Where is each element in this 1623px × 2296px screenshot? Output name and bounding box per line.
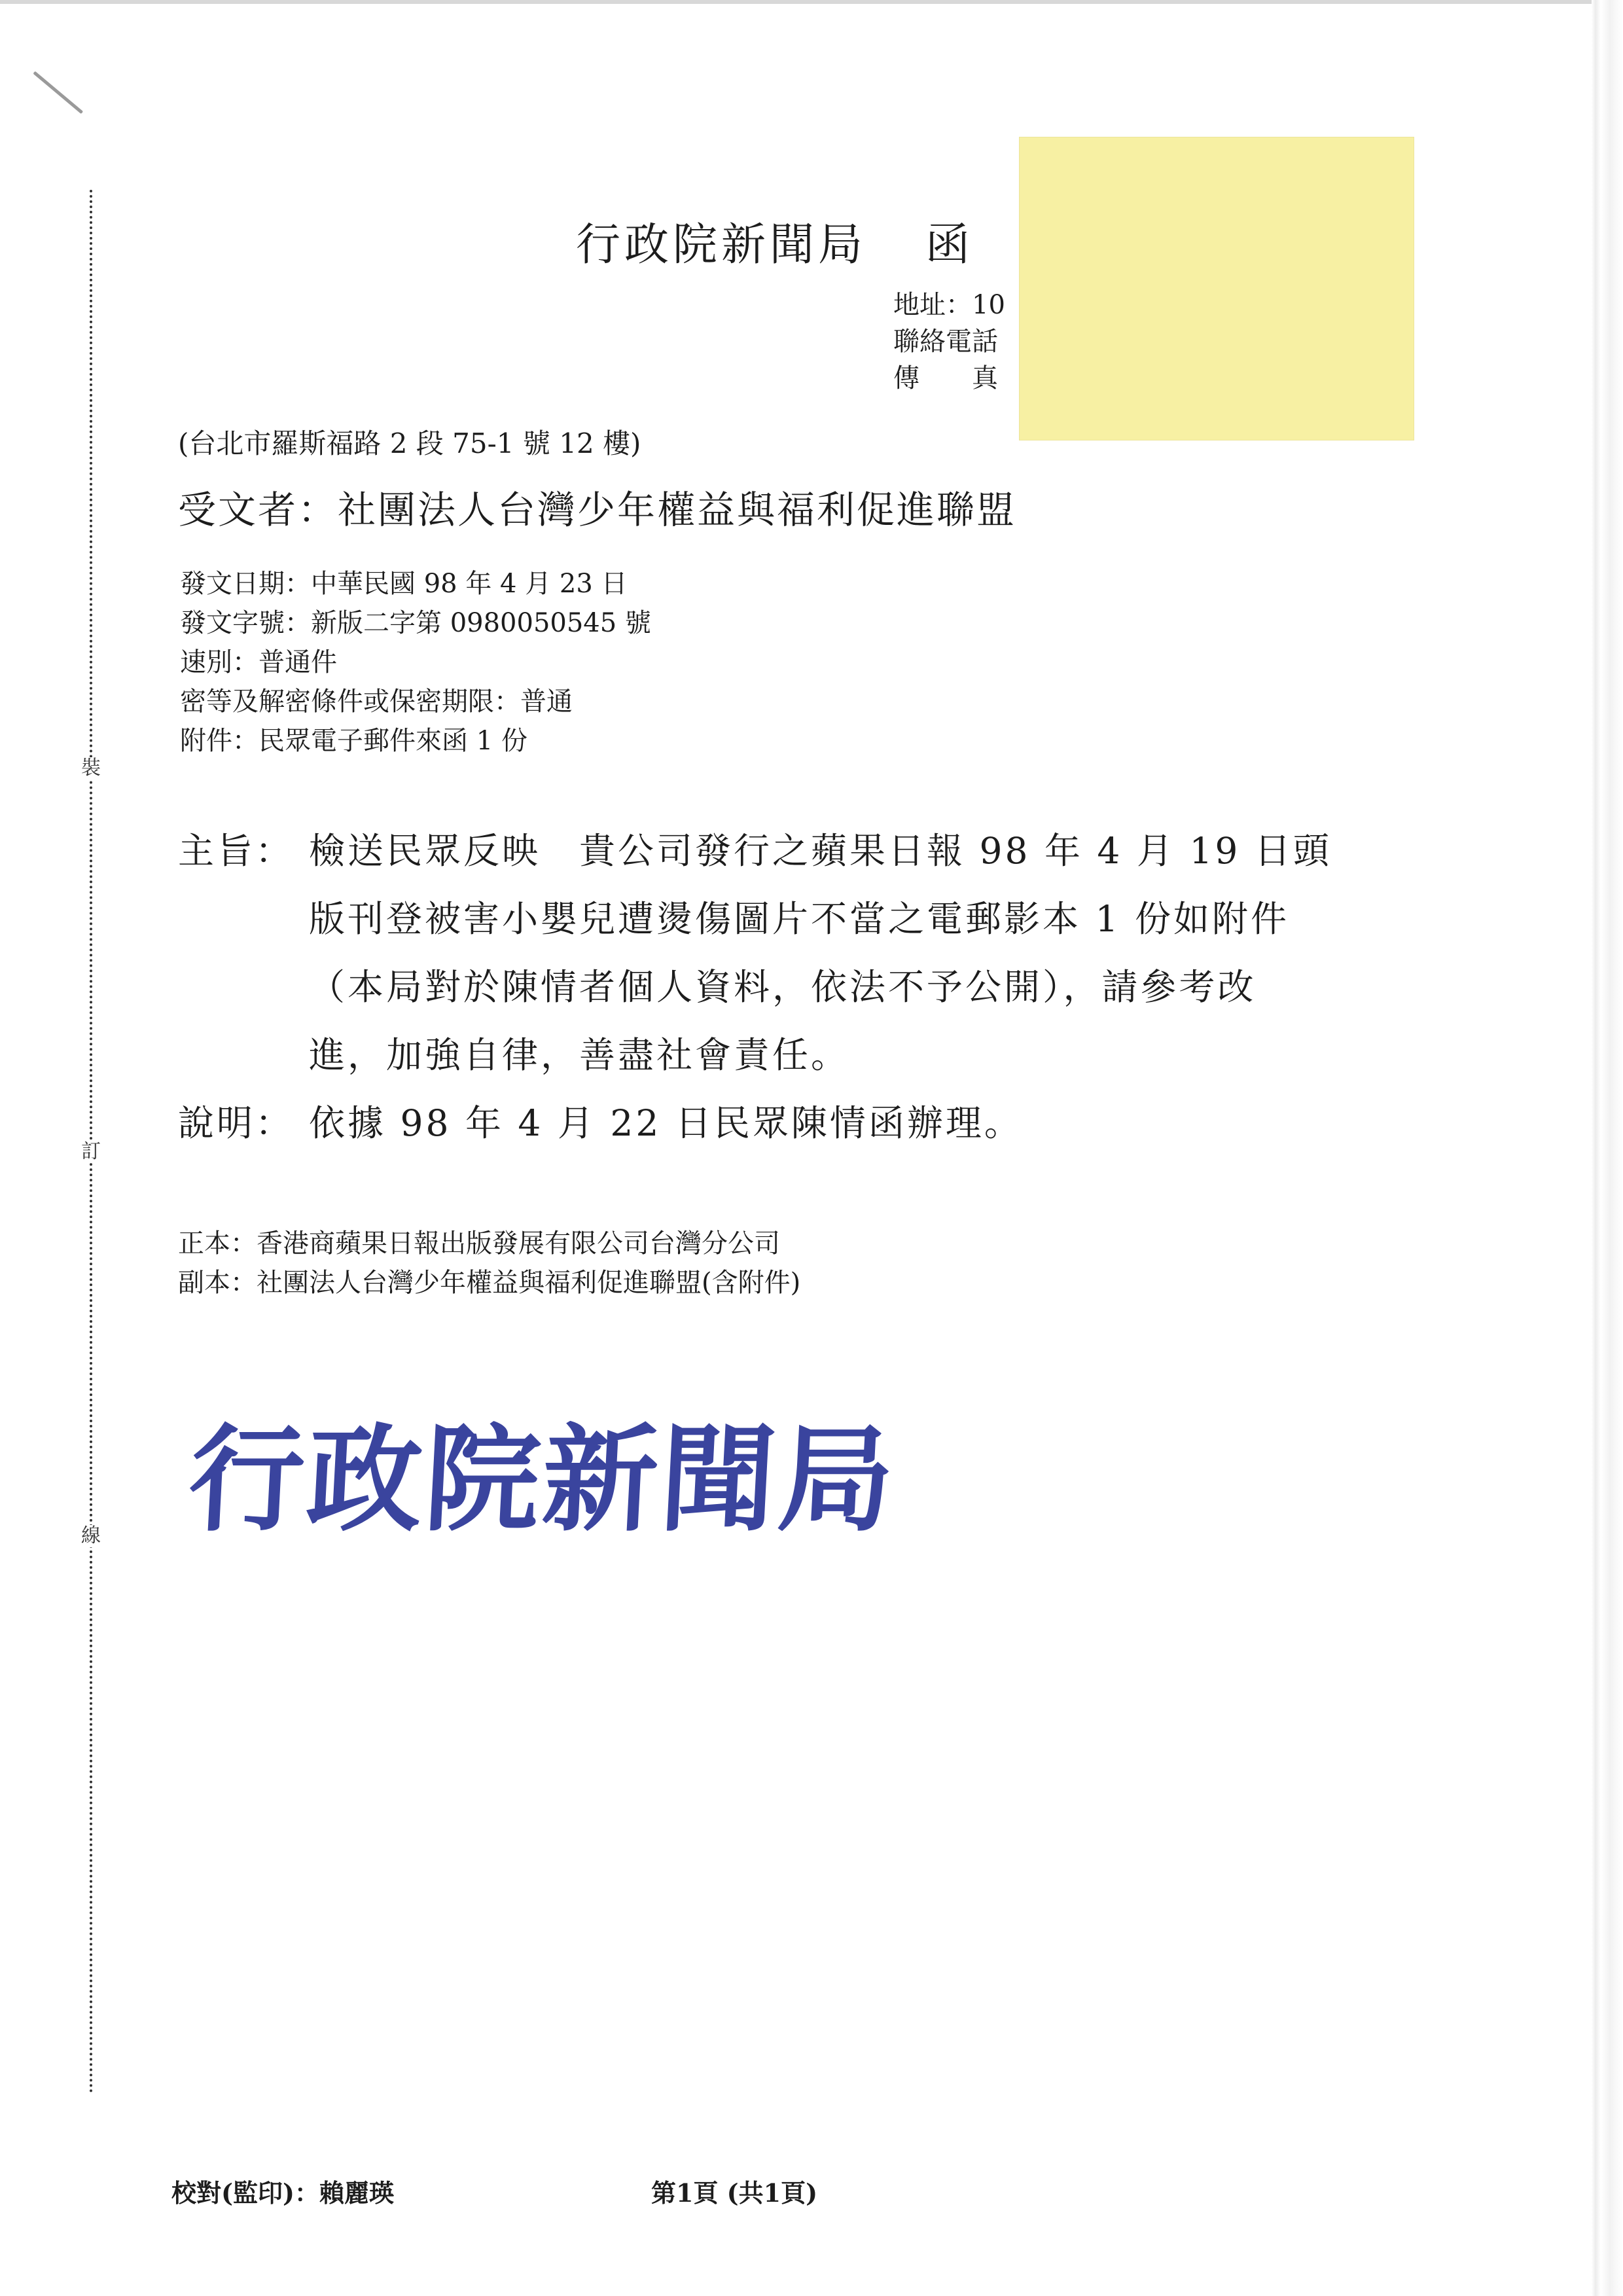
contact-block	[893, 287, 1005, 397]
explanation-label: 說明：	[178, 1102, 294, 1144]
binding-char-ding: 訂	[81, 1140, 101, 1163]
contact-fax: 傳 真	[893, 363, 998, 393]
secrecy-level: 密等及解密條件或保密期限：普通	[180, 687, 573, 717]
sticky-note-redaction	[1020, 137, 1414, 440]
subject-line: 進，加強自律，善盡社會責任。	[309, 1034, 850, 1076]
delivery-speed: 速別：普通件	[180, 647, 337, 677]
subject-line: （本局對於陳情者個人資料，依法不予公開），請參考改	[309, 966, 1257, 1008]
contact-address: 地址：10	[893, 290, 1005, 320]
proofreader-line: 校對(監印)：賴麗瑛	[171, 2178, 394, 2208]
page-edge-stack	[1592, 0, 1623, 2296]
dispatch-date: 發文日期：中華民國 98 年 4 月 23 日	[180, 569, 628, 599]
agency-name: 行政院新聞局	[576, 219, 867, 271]
staple-mark	[33, 71, 83, 115]
subject-line: 檢送民眾反映 貴公司發行之蘋果日報 98 年 4 月 19 日頭	[309, 830, 1332, 872]
subject-line: 版刊登被害小嬰兒遭燙傷圖片不當之電郵影本 1 份如附件	[309, 898, 1289, 940]
dispatch-meta	[180, 564, 651, 761]
page-number: 第1頁 (共1頁)	[651, 2178, 818, 2208]
scan-top-shadow	[0, 0, 1623, 4]
copy-recipient: 副本：社團法人台灣少年權益與福利促進聯盟(含附件)	[178, 1268, 801, 1298]
explanation-text: 依據 98 年 4 月 22 日民眾陳情函辦理。	[309, 1102, 1023, 1144]
binding-char-xian: 線	[81, 1524, 101, 1547]
binding-char-zhuang: 裝	[81, 757, 101, 780]
original-recipient: 正本：香港商蘋果日報出版發展有限公司台灣分公司	[178, 1229, 780, 1259]
copies-section	[178, 1224, 800, 1302]
recipient-line: 受文者：社團法人台灣少年權益與福利促進聯盟	[178, 488, 1017, 532]
agency-seal-stamp: 行政院新聞局	[185, 1413, 900, 1547]
attachment-line: 附件：民眾電子郵件來函 1 份	[180, 726, 527, 756]
subject-section	[178, 817, 1421, 1157]
subject-label: 主旨：	[178, 830, 294, 872]
reference-number: 發文字號：新版二字第 0980050545 號	[180, 608, 651, 638]
doc-type: 函	[925, 219, 974, 271]
agency-address: (台北市羅斯福路 2 段 75-1 號 12 樓)	[178, 427, 641, 459]
contact-phone: 聯絡電話	[893, 327, 998, 357]
document-title	[576, 209, 974, 273]
explanation-section	[178, 1089, 1421, 1157]
